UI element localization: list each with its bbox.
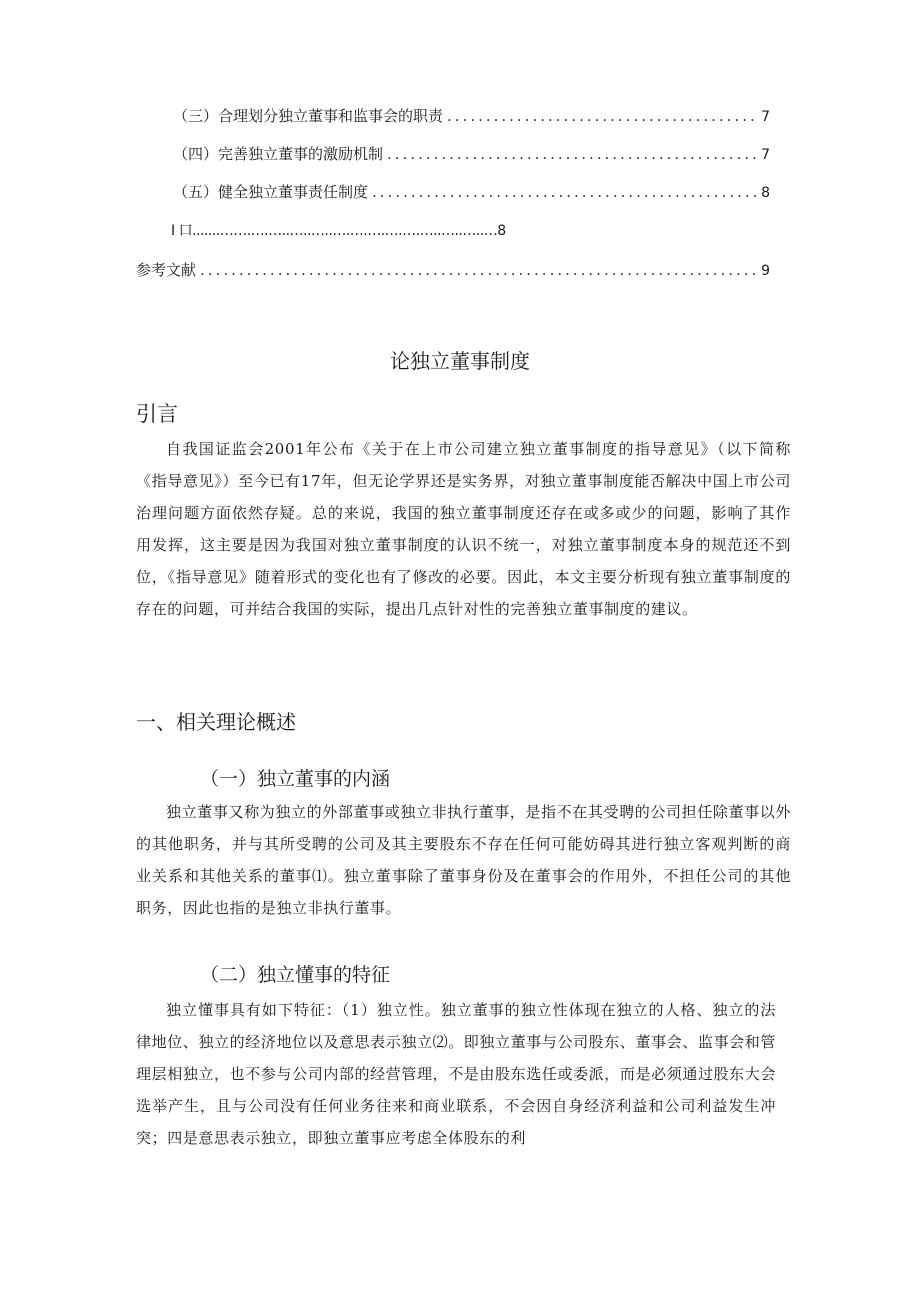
toc-entry-label: 参考文献 [136,261,197,279]
toc-entry[interactable] [173,182,770,203]
section-heading: 一、相关理论概述 [136,710,296,734]
subsection-heading: （二）独立懂事的特征 [200,964,391,986]
toc-entry-page: 8 [761,185,770,201]
toc-entry-label: （三）合理划分独立董事和监事会的职责 [173,107,444,125]
toc-leader-dots [387,144,757,164]
toc-entry-label: （四）完善独立董事的激励机制 [173,145,384,163]
toc-entry-page: 9 [761,263,770,279]
subsection-paragraph: 独立董事又称为独立的外部董事或独立非执行董事，是指不在其受聘的公司担任除董事以外的其他职务，并与其所受聘的公司及其主要股东不存在任何可能妨碍其进行独立客观判断的商业关系和其他关系的董事⑴。独立董事除了董事身份及在董事会的作用外，不担任公司的其他职务，因此也指的是独立非执行董事。 [136,803,791,917]
toc-entry-page: 7 [761,109,770,125]
toc-leader-dots [200,260,757,280]
document-title: 论独立董事制度 [390,349,530,373]
intro-paragraph: 自我国证监会2001年公布《关于在上市公司建立独立董事制度的指导意见》（以下简称《指导意见》）至今已有17年，但无论学界还是实务界，对独立董事制度能否解决中国上市公司治理问题方面依然存疑。总的来说，我国的独立董事制度还存在或多或少的问题，影响了其作用发挥，这主要是因为我国对独立董事制度的认识不统一，对独立董事制度本身的规范还不到位，《指导意见》随着形式的变化也有了修改的必要。因此，本文主要分析现有独立董事制度的存在的问题，可并结合我国的实际，提出几点针对性的完善独立董事制度的建议。 [136,440,791,618]
toc-leader-dots [372,182,757,202]
toc-entry-references[interactable] [136,260,770,281]
toc-leader-dots [447,106,757,126]
toc-entry-label: （五）健全独立董事责任制度 [173,183,369,201]
toc-garbled-entry[interactable]: I 口.......…….….…..…..…..….….….….….…..…..…..…8 [171,223,506,239]
toc-entry[interactable] [173,144,770,165]
intro-heading: 引言 [136,402,178,426]
toc-entry-page: 7 [761,147,770,163]
toc-entry[interactable] [173,106,770,127]
subsection-heading: （一）独立董事的内涵 [200,768,391,790]
subsection-paragraph: 独立懂事具有如下特征：（1）独立性。独立董事的独立性体现在独立的人格、独立的法律地位、独立的经济地位以及意思表示独立⑵。即独立董事与公司股东、董事会、监事会和管理层相独立，也不参与公司内部的经营管理，不是由股东选任或委派，而是必须通过股东大会选举产生，且与公司没有任何业务往来和商业联系，不会因自身经济利益和公司利益发生冲突；四是意思表示独立，即独立董事应考虑全体股东的利 [136,1001,776,1147]
